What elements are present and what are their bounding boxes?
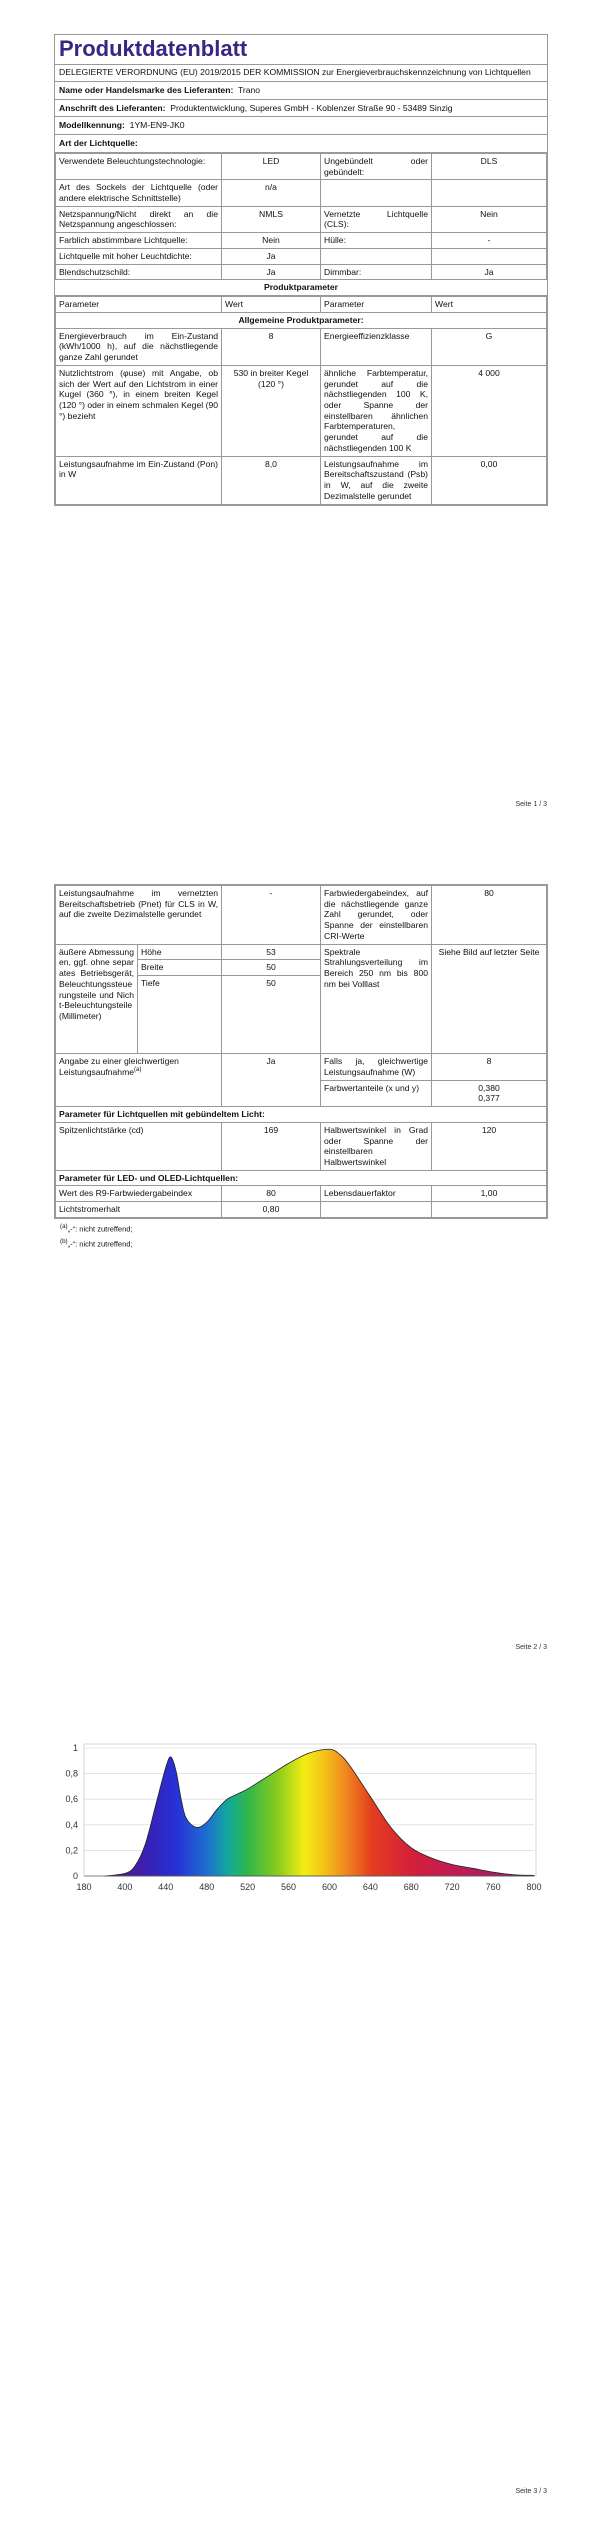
table-row	[56, 206, 547, 232]
footnote-a-text: „-“: nicht zutreffend;	[67, 1224, 133, 1234]
dim-label-depth: Tiefe	[138, 976, 222, 1054]
table-row	[56, 1122, 547, 1170]
dim-value-height: 53	[222, 944, 321, 960]
type-label: Hülle:	[321, 233, 432, 249]
y-tick-label: 1	[72, 1743, 78, 1753]
type-value	[432, 248, 547, 264]
type-value: Nein	[432, 206, 547, 232]
r9-label: Wert des R9-Farbwiedergabeindex	[56, 1186, 222, 1202]
equiv-row	[56, 1054, 547, 1080]
page-number: Seite 1 / 3	[515, 801, 547, 808]
equiv-label: Angabe zu einer gleichwertigen Leistungsaufnahme	[59, 1056, 179, 1077]
chroma-y: 0,377	[478, 1093, 500, 1104]
param-label: Energieeffizienzklasse	[321, 328, 432, 365]
x-tick-label: 600	[321, 1882, 337, 1892]
lifetime-value: 1,00	[432, 1186, 547, 1202]
param-value: -	[222, 886, 321, 945]
param-label: ähnliche Farbtemperatur, gerundet auf die nächstliegenden 100 K, oder Spanne der einstellbaren ähnlichen Farbtemperaturen, gerundet auf die nächstliegenden 100 K	[321, 365, 432, 456]
x-tick-label: 180	[76, 1882, 92, 1892]
address-row	[55, 100, 547, 118]
type-label: Verwendete Beleuchtungstechnologie:	[56, 153, 222, 179]
param-label: Leistungsaufnahme im Ein-Zustand (Pon) in W	[56, 456, 222, 504]
page-1	[0, 0, 595, 830]
type-label: Dimmbar:	[321, 264, 432, 280]
general-params-heading: Allgemeine Produktparameter:	[56, 312, 547, 328]
type-value: Ja	[222, 264, 321, 280]
param-value: 8,0	[222, 456, 321, 504]
spectral-label: Spektrale Strahlungsverteilung im Bereich 250 nm bis 800 nm bei Volllast	[321, 944, 432, 1053]
page-title: Produktdatenblatt	[55, 35, 547, 65]
param-value: 530 in breiter Kegel (120 °)	[222, 365, 321, 456]
spectrum-chart	[0, 1726, 595, 1946]
equiv-value: Ja	[222, 1054, 321, 1107]
x-tick-label: 520	[240, 1882, 256, 1892]
y-tick-label: 0,8	[65, 1768, 78, 1779]
footnotes	[56, 1221, 137, 1251]
params-continued-table	[55, 885, 547, 1218]
x-tick-label: 440	[158, 1882, 174, 1892]
chroma-label: Farbwertanteile (x und y)	[321, 1080, 432, 1106]
type-value	[432, 180, 547, 206]
page-number: Seite 2 / 3	[515, 1644, 547, 1651]
param-table	[55, 296, 547, 504]
param-label: Nutzlichtstrom (φuse) mit Angabe, ob sich der Wert auf den Lichtstrom in einer Kugel (360 °), in einem breiten Kegel (120 °) oder in einem schmalen Kegel (90 °) bezieht	[56, 365, 222, 456]
type-label: Art des Sockels der Lichtquelle (oder andere elektrische Schnittstelle)	[56, 180, 222, 206]
footnote-mark: (a)	[134, 1067, 142, 1074]
type-label: Farblich abstimmbare Lichtquelle:	[56, 233, 222, 249]
r9-value: 80	[222, 1186, 321, 1202]
type-value: DLS	[432, 153, 547, 179]
dim-value-width: 50	[222, 960, 321, 976]
type-value: LED	[222, 153, 321, 179]
footnote-b	[56, 1236, 137, 1251]
chroma-value-cell	[432, 1080, 547, 1106]
lifetime-label: Lebensdauerfaktor	[321, 1186, 432, 1202]
dims-label: äußere Abmessungen, ggf. ohne separates Betriebsgerät, Beleuchtungssteuerungsteile und Nicht-Beleuchtungsteile (Millimeter)	[56, 944, 138, 1053]
footnote-a	[56, 1221, 137, 1236]
type-label	[321, 180, 432, 206]
col-header: Parameter	[321, 297, 432, 313]
beam-value: 120	[432, 1122, 547, 1170]
peak-label: Spitzenlichtstärke (cd)	[56, 1122, 222, 1170]
type-label: Netzspannung/Nicht direkt an die Netzspannung angeschlossen:	[56, 206, 222, 232]
supplier-label: Name oder Handelsmarke des Lieferanten:	[59, 84, 234, 95]
page-3	[0, 1676, 595, 2523]
column-header-row	[56, 297, 547, 313]
spectrum-area	[104, 1749, 534, 1876]
beam-label: Halbwertswinkel in Grad oder Spanne der einstellbaren Halbwertswinkel	[321, 1122, 432, 1170]
table-row	[56, 365, 547, 456]
type-label	[321, 248, 432, 264]
spectral-value: Siehe Bild auf letzter Seite	[432, 944, 547, 1053]
empty-cell	[432, 1202, 547, 1218]
type-label: Vernetzte Lichtquelle (CLS):	[321, 206, 432, 232]
dim-label-width: Breite	[138, 960, 222, 976]
chroma-x: 0,380	[478, 1082, 500, 1093]
type-table	[55, 153, 547, 281]
x-tick-label: 760	[485, 1882, 501, 1892]
footnote-b-mark: (b)	[60, 1237, 68, 1245]
y-tick-label: 0,6	[65, 1794, 78, 1805]
model-row	[55, 117, 547, 135]
footnote-a-mark: (a)	[60, 1223, 68, 1230]
type-value: Nein	[222, 233, 321, 249]
equiv-label-cell	[56, 1054, 222, 1107]
table-row	[56, 1186, 547, 1202]
type-label: Ungebündelt oder gebündelt:	[321, 153, 432, 179]
regulation-text: DELEGIERTE VERORDNUNG (EU) 2019/2015 DER KOMMISSION zur Energieverbrauchskennzeichnung von Lichtquellen	[55, 65, 547, 82]
equiv-power-label: Falls ja, gleichwertige Leistungsaufnahme (W)	[321, 1054, 432, 1080]
x-tick-label: 640	[362, 1882, 378, 1892]
product-params-heading: Produktparameter	[55, 280, 547, 296]
supplier-row	[55, 82, 547, 100]
param-label: Leistungsaufnahme im Bereitschaftszustand (Psb) in W, auf die zweite Dezimalstelle gerundet	[321, 456, 432, 504]
peak-value: 169	[222, 1122, 321, 1170]
y-tick-label: 0,2	[65, 1845, 78, 1856]
type-label: Blendschutzschild:	[56, 264, 222, 280]
type-value: -	[432, 233, 547, 249]
page-number: Seite 3 / 3	[515, 2488, 547, 2495]
x-tick-label: 720	[444, 1882, 460, 1892]
y-tick-label: 0,4	[65, 1819, 78, 1830]
table-row	[56, 264, 547, 280]
equiv-power-value: 8	[432, 1054, 547, 1080]
directional-heading: Parameter für Lichtquellen mit gebündeltem Licht:	[56, 1107, 547, 1123]
model-value: 1YM-EN9-JK0	[129, 120, 185, 131]
param-label: Farbwiedergabeindex, auf die nächstliegende ganze Zahl gerundet, oder Spanne der einstellbaren CRI-Werte	[321, 886, 432, 945]
param-value: 4 000	[432, 365, 547, 456]
col-header: Wert	[222, 297, 321, 313]
supplier-value: Trano	[237, 84, 261, 95]
y-tick-label: 0	[72, 1871, 78, 1881]
param-label: Leistungsaufnahme im vernetzten Bereitschaftsbetrieb (Pnet) für CLS in W, auf die zweite Dezimalstelle gerundet	[56, 886, 222, 945]
table-row	[56, 233, 547, 249]
param-value: 8	[222, 328, 321, 365]
type-value: NMLS	[222, 206, 321, 232]
maint-label: Lichtstromerhalt	[56, 1202, 222, 1218]
model-label: Modellkennung:	[59, 120, 125, 131]
table-row	[56, 886, 547, 945]
type-value: n/a	[222, 180, 321, 206]
x-tick-label: 560	[281, 1882, 297, 1892]
x-tick-label: 400	[117, 1882, 133, 1892]
table-row	[56, 328, 547, 365]
address-label: Anschrift des Lieferanten:	[59, 102, 166, 113]
maint-value: 0,80	[222, 1202, 321, 1218]
x-tick-label: 680	[403, 1882, 419, 1892]
type-value: Ja	[222, 248, 321, 264]
col-header: Wert	[432, 297, 547, 313]
table-row	[56, 1202, 547, 1218]
table-row	[56, 153, 547, 179]
led-heading: Parameter für LED- und OLED-Lichtquellen:	[56, 1170, 547, 1186]
param-value: G	[432, 328, 547, 365]
param-value: 80	[432, 886, 547, 945]
page-2	[0, 830, 595, 1676]
type-label: Lichtquelle mit hoher Leuchtdichte:	[56, 248, 222, 264]
address-value: Produktentwicklung, Superes GmbH - Koblenzer Straße 90 - 53489 Sinzig	[170, 102, 453, 113]
dim-label-height: Höhe	[138, 944, 222, 960]
datasheet-frame-1	[54, 34, 548, 506]
col-header: Parameter	[56, 297, 222, 313]
x-tick-label: 800	[526, 1882, 542, 1892]
table-row	[56, 248, 547, 264]
footnote-b-text: „-“: nicht zutreffend;	[67, 1239, 133, 1249]
param-value: 0,00	[432, 456, 547, 504]
dims-row	[56, 944, 547, 960]
datasheet-frame-2	[54, 884, 548, 1219]
table-row	[56, 456, 547, 504]
type-heading: Art der Lichtquelle:	[55, 135, 547, 153]
dim-value-depth: 50	[222, 976, 321, 1054]
empty-cell	[321, 1202, 432, 1218]
param-label: Energieverbrauch im Ein-Zustand (kWh/1000 h), auf die nächstliegende ganze Zahl gerundet	[56, 328, 222, 365]
x-tick-label: 480	[199, 1882, 215, 1892]
table-row	[56, 180, 547, 206]
type-value: Ja	[432, 264, 547, 280]
